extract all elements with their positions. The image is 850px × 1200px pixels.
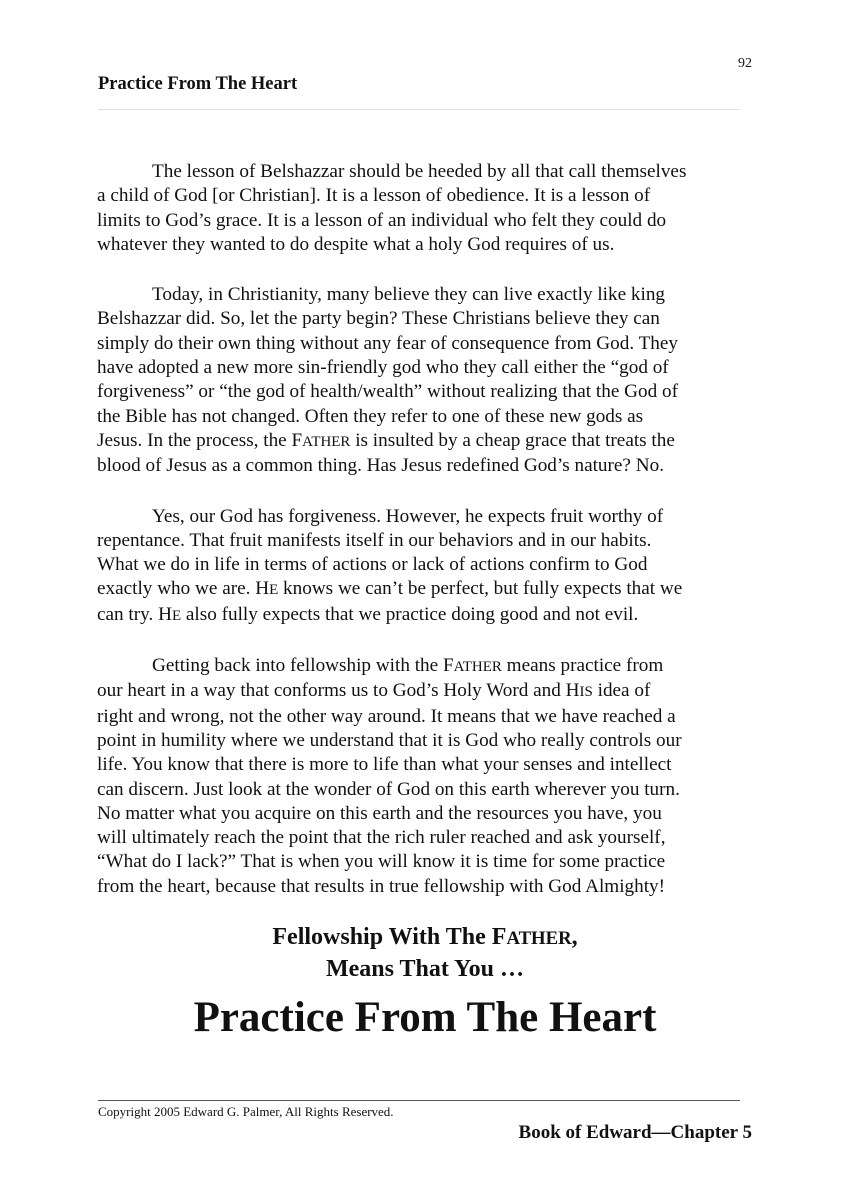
text-line: life. You know that there is more to life than what your senses and intellect — [97, 754, 672, 776]
paragraph — [97, 283, 757, 478]
text-line: The lesson of Belshazzar should be heeded by all that call themselves — [152, 161, 687, 182]
running-title: Practice From The Heart — [98, 74, 298, 94]
text-line: Yes, our God has forgiveness. However, he expects fruit worthy of — [152, 505, 664, 527]
text-line: Today, in Christianity, many believe they can live exactly like king — [152, 284, 666, 306]
text-line: point in humility where we understand that it is God who really controls our — [97, 729, 682, 751]
text-line: forgiveness” or “the god of health/wealth” without realizing that the God of — [97, 381, 678, 403]
text-line: the Bible has not changed. Often they refer to one of these new gods as — [97, 405, 644, 427]
small-caps-word: FATHER — [442, 655, 502, 677]
closing-line-2: Means That You … — [325, 956, 525, 982]
text-line: from the heart, because that results in true fellowship with God Almighty! — [97, 875, 666, 897]
text-line: have adopted a new more sin-friendly god who they call either the “god of — [97, 357, 669, 379]
text-line: can discern. Just look at the wonder of God on this earth wherever you turn. — [97, 778, 680, 800]
chapter-label: Book of Edward—Chapter 5 — [518, 1122, 752, 1143]
text-line: Getting back into fellowship with the FATHER means practice from — [152, 655, 664, 677]
text-line: What we do in life in terms of actions or lack of actions confirm to God — [97, 554, 648, 576]
text-line: blood of Jesus as a common thing. Has Jesus redefined God’s nature? No. — [97, 455, 664, 477]
paragraph — [97, 654, 757, 899]
small-caps-word: HE — [158, 603, 182, 625]
page-number: 92 — [738, 56, 752, 71]
text-line: a child of God [or Christian]. It is a lesson of obedience. It is a lesson of — [97, 185, 651, 207]
small-caps-word: FATHER — [491, 924, 572, 950]
paragraph — [97, 505, 757, 628]
paragraph — [97, 160, 757, 257]
text-line: limits to God’s grace. It is a lesson of an individual who felt they could do — [97, 209, 667, 231]
closing-line-1: Fellowship With The FATHER, — [272, 924, 578, 950]
body-text — [97, 160, 757, 925]
text-line: Jesus. In the process, the FATHER is insulted by a cheap grace that treats the — [97, 429, 675, 451]
text-line: exactly who we are. HE knows we can’t be perfect, but fully expects that we — [97, 578, 683, 600]
text-line: “What do I lack?” That is when you will know it is time for some practice — [97, 851, 666, 873]
text-line: will ultimately reach the point that the rich ruler reached and ask yourself, — [97, 827, 666, 849]
text-line: repentance. That fruit manifests itself in our behaviors and in our habits. — [97, 529, 652, 551]
text-line: can try. HE also fully expects that we practice doing good and not evil. — [97, 603, 639, 625]
text-line: whatever they wanted to do despite what a holy God requires of us. — [97, 233, 615, 255]
small-caps-word: HIS — [565, 680, 593, 702]
text-line: simply do their own thing without any fear of consequence from God. They — [97, 332, 679, 354]
small-caps-word: FATHER — [291, 429, 351, 451]
text-line: Belshazzar did. So, let the party begin? These Christians believe they can — [97, 308, 660, 330]
text-line: No matter what you acquire on this earth and the resources you have, you — [97, 802, 662, 824]
copyright-notice: Copyright 2005 Edward G. Palmer, All Rights Reserved. — [98, 1104, 394, 1119]
text-line: right and wrong, not the other way around. It means that we have reached a — [97, 705, 676, 727]
header-divider — [98, 109, 740, 110]
closing-statement — [0, 922, 850, 1043]
closing-line-3: Practice From The Heart — [193, 994, 657, 1041]
small-caps-word: HE — [255, 578, 279, 600]
footer-divider — [98, 1100, 740, 1101]
text-line: our heart in a way that conforms us to God’s Holy Word and HIS idea of — [97, 680, 651, 702]
